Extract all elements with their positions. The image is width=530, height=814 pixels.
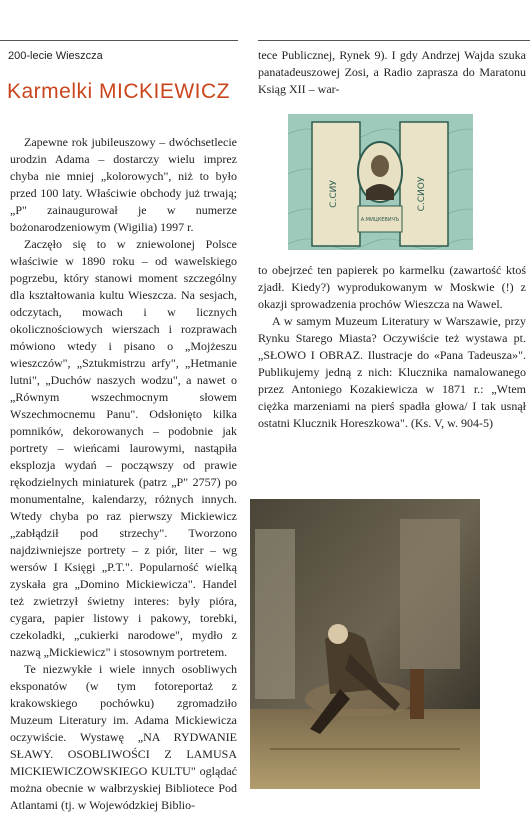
article-title: Karmelki MICKIEWICZ: [7, 80, 231, 103]
wrapper-portrait-caption: А.МИЦКЕВИЧЪ: [360, 217, 400, 223]
candy-wrapper-illustration: [288, 114, 473, 250]
section-label: 200-lecie Wieszcza: [8, 50, 103, 62]
right-column-middle: [258, 262, 526, 432]
paragraph-1: Zapewne rok jubileuszowy – dwóchsetlecie urodzin Adama – dostarczy wielu imprez chyba nie mniej „kolorowych", niż to było przed 100 laty. Właściwie obchody już trwają; „P" zainaugurował je w numerze bożonarodzeniowym (Wigilia) 1997 r.: [10, 135, 237, 234]
figure-head: [328, 624, 348, 644]
paragraph-4: A w samym Muzeum Literatury w Warszawie, przy Rynku Starego Miasta? Oczywiście też wystawa pt. „SŁOWO I OBRAZ. Ilustracje do «Pana Tadeusza»". Publikujemy jedną z nich: Klucznika namalowanego przez Antoniego Kozakiewicza w 1871 r.: „Wtem ciężka marzeniami na pierś spadła głowa/ I tak usnął ostatni Klucznik Horeszkowa". (Ks. V, w. 904-5): [258, 314, 526, 430]
paragraph-2: Zaczęło się to w zniewolonej Polsce właściwie w 1890 roku – od wawelskiego pogrzebu, który stanowi moment szczególny dla kształtowania kultu Wieszcza. Na sesjach, odczytach, mowach i w licznych okolicznościowych wierszach i rozprawach mówiono wtedy i pisano o „Mojżeszu wieszczów", „Sztukmistrzu arfy", „Hetmanie lutni", „Duchów naszych wodzu", a nawet o „Równym wszechmocnym słowem Wszechmocnemu Panu". Odsłonięto kilka pomników, dekorowanych – podobnie jak portrety – wieńcami laurowymi, nastąpiła eksplozja wydań – począwszy od prawie rękodzielnych miniaturek (patrz „P" 2757) po monumentalne, kalendarzy, różnych innych. Wtedy chyba po raz pierwszy Mickiewicz „zabłądził pod strzechy". Tworzono najdziwniejsze portrety – z piór, liter – wg wersów I Księgi „P.T.". Popularność wielką zyskała gra „Domino Mickiewicza". Handel też zwietrzył świetny interes: były pióra, cygara, papier listowy i pakowy, torebki, czekoladki, „cukierki narodowe", mydło z nazwą „Mickiewicz" i stosownym portretem.: [10, 237, 237, 659]
candy-wrapper-image: [288, 114, 473, 250]
paragraph-continued: tece Publicznej, Rynek 9). I gdy Andrzej Wajda szuka panatadeuszowej Zosi, a Radio zaprasza do Maratonu Ksiąg XII – war-: [258, 48, 526, 96]
wrapper-right-label: С.СИОУ: [417, 176, 427, 212]
paragraph-3: Te niezwykłe i wiele innych osobliwych eksponatów (w tym fotoreportaż z krakowskiego pochówku) zgromadziło Muzeum Literatury im. Adama Mickiewicza oczywiście. Wystawę „NA RYDWANIE SŁAWY. OSOBLIWOŚCI Z LAMUSA MICKIEWICZOWSKIEGO KULTU" oglądać można obecnie w wałbrzyskiej Bibliotece Pod Atlantami (tj. w Wojewódzkiej Biblio-: [10, 662, 237, 812]
klucznik-painting-image: [250, 499, 480, 789]
left-column: [10, 134, 237, 814]
wrapper-left-label: С.СИУ: [329, 180, 339, 208]
top-rule-right: [258, 40, 530, 41]
painting-illustration: [250, 499, 480, 789]
top-rule-left: [0, 40, 238, 41]
right-column-top: [258, 47, 526, 98]
paragraph-after-image: to obejrzeć ten papierek po karmelku (zawartość ktoś zjadł. Kiedy?) wyprodukowanym w Moskwie (!) z okazji sprowadzenia prochów Wieszcza na Wawel.: [258, 263, 526, 311]
